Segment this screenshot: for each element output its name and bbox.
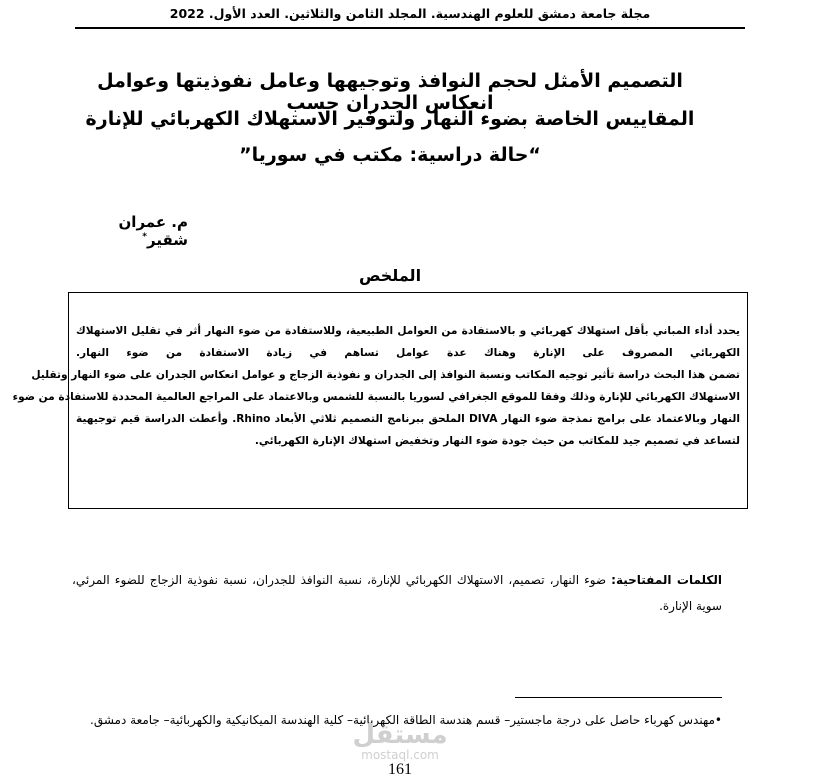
abstract-line: تضمن هذا البحث دراسة تأثير توجيه المكاتب ونسبة النوافذ إلى الجدران و نفوذية الزجاج و عوامل انعكاس الجدران على ضوء النهار وتقليل (31, 369, 740, 381)
abstract-line: الاستهلاك الكهربائي للإنارة وذلك وفقا للموقع الجغرافي لسوريا بالنسبة للشمس وبالاعتماد على المراجع العالمية المحددة للاستفادة من ضوء (12, 391, 740, 403)
abstract-line: يحدد أداء المباني بأقل استهلاك كهربائي و بالاستفادة من العوامل الطبيعية، وللاستفادة من ضوء النهار أثر في تقليل الاستهلاك (76, 325, 740, 337)
keywords-text: ضوء النهار، تصميم، الاستهلاك الكهربائي للإنارة، نسبة النوافذ للجدران، نسبة نفوذية الزجاج للضوء المرئي، سوية الإنارة. (72, 573, 722, 613)
abstract-line: النهار وبالاعتماد على برامج نمذجة ضوء النهار DIVA الملحق ببرنامج التصميم ثلاثي الأبعاد Rhino. وأعطت الدراسة قيم توجيهية (76, 413, 740, 425)
journal-header: مجلة جامعة دمشق للعلوم الهندسية. المجلد الثامن والثلاثين. العدد الأول. 2022 (169, 6, 651, 21)
abstract-line: لتساعد في تصميم جيد للمكاتب من حيث جودة ضوء النهار وتخفيض استهلاك الإنارة الكهربائي. (254, 435, 740, 447)
author-footnote-mark: * (142, 232, 147, 242)
title-line-3: “حالة دراسية: مكتب في سوريا” (239, 144, 541, 166)
keywords-label: الكلمات المفتاحية: (611, 573, 722, 587)
abstract-heading: الملخص (358, 266, 422, 285)
abstract-text (12, 320, 740, 452)
title-line-1: التصميم الأمثل لحجم النوافذ وتوجيهها وعامل نفوذيتها وعوامل انعكاس الجدران حسب (97, 70, 683, 114)
title-line-2: المقاييس الخاصة بضوء النهار ولتوفير الاستهلاك الكهربائي للإنارة (85, 108, 695, 130)
footnote-divider (515, 697, 722, 698)
watermark-latin: mostaql.com (361, 748, 439, 762)
keywords (72, 567, 722, 619)
watermark-arabic: مستقل (352, 720, 448, 750)
author (80, 213, 188, 249)
header-divider (75, 27, 745, 29)
abstract-line: الكهربائي المصروف على الإنارة وهناك عدة عوامل تساهم في زيادة الاستفادة من ضوء النهار. (76, 347, 740, 359)
footnote: •مهندس كهرباء حاصل على درجة ماجستير– قسم هندسة الطاقة الكهربائية– كلية الهندسة الميكانيكية والكهربائية– جامعة دمشق. (90, 713, 722, 727)
author-name: م. عمران شقير (118, 213, 188, 249)
watermark-logo (340, 722, 460, 762)
page-number: 161 (388, 761, 412, 778)
